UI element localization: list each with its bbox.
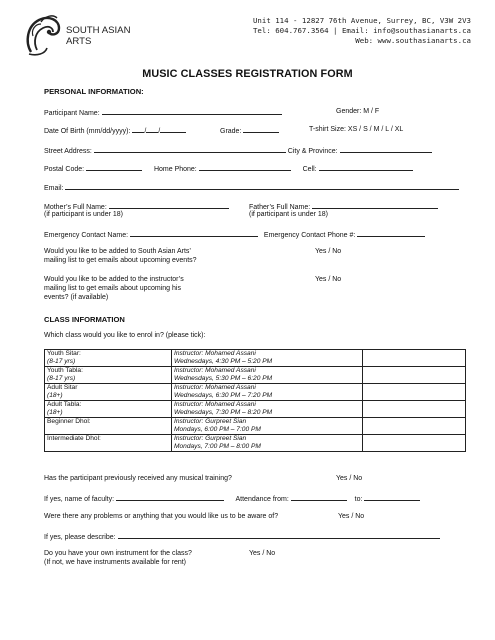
- class-name-cell: [45, 367, 172, 384]
- class-instructor-cell: [172, 384, 363, 401]
- instrument-note: (If not, we have instruments available for rent): [44, 559, 187, 566]
- father-name-field[interactable]: [312, 202, 438, 209]
- home-phone-label: Home Phone:: [153, 166, 197, 173]
- problems-answer[interactable]: Yes / No: [338, 513, 365, 520]
- emergency-name-label: Emergency Contact Name:: [44, 232, 129, 239]
- class-table: [44, 349, 466, 452]
- mailing-q1-answer[interactable]: Yes / No: [315, 248, 342, 255]
- postal-label: Postal Code:: [44, 166, 85, 173]
- table-row: [45, 350, 466, 367]
- table-row: [45, 367, 466, 384]
- class-time: Mondays, 7:00 PM – 8:00 PM: [174, 443, 261, 450]
- postal-field[interactable]: [86, 164, 142, 171]
- email-label: Email:: [44, 185, 64, 192]
- instrument-question: Do you have your own instrument for the class?: [44, 550, 192, 557]
- participant-name-label: Participant Name:: [44, 110, 100, 117]
- class-name: Youth Tabla:: [47, 367, 83, 374]
- class-instructor: Instructor: Mohamed Assani: [174, 367, 256, 374]
- class-tick-cell[interactable]: [363, 435, 466, 452]
- faculty-field[interactable]: [116, 494, 224, 501]
- table-row: [45, 418, 466, 435]
- faculty-row: [44, 494, 420, 504]
- mother-name-field[interactable]: [109, 202, 229, 209]
- table-row: [45, 401, 466, 418]
- mailing-q2-line2: mailing list to get emails about upcoming his: [44, 285, 181, 292]
- class-name: Adult Sitar: [47, 384, 78, 391]
- logo-text-line2: ARTS: [66, 36, 92, 47]
- phones-row: [44, 164, 413, 174]
- emergency-phone-label: Emergency Contact Phone #:: [263, 232, 356, 239]
- cell-field[interactable]: [319, 164, 413, 171]
- class-instructor: Instructor: Gurpreet Sian: [174, 435, 247, 442]
- home-phone-field[interactable]: [199, 164, 291, 171]
- father-label: Father’s Full Name:: [249, 204, 311, 211]
- class-prompt: Which class would you like to enrol in? (please tick):: [44, 332, 206, 339]
- class-age: (18+): [47, 392, 63, 399]
- dob-year-field[interactable]: [160, 126, 186, 133]
- emergency-name-field[interactable]: [130, 230, 258, 237]
- class-time: Wednesdays, 6:30 PM – 7:20 PM: [174, 392, 273, 399]
- form-title: MUSIC CLASSES REGISTRATION FORM: [142, 68, 353, 80]
- class-age: (8-17 yrs): [47, 358, 76, 365]
- describe-field[interactable]: [118, 532, 440, 539]
- class-name-cell: [45, 384, 172, 401]
- attendance-label: Attendance from:: [235, 496, 289, 503]
- emergency-row: [44, 230, 425, 240]
- class-instructor: Instructor: Mohamed Assani: [174, 384, 256, 391]
- gender-option[interactable]: Gender: M / F: [336, 108, 380, 115]
- class-instructor-cell: [172, 401, 363, 418]
- class-time: Wednesdays, 4:30 PM – 5:20 PM: [174, 358, 273, 365]
- section-heading-class: CLASS INFORMATION: [44, 315, 125, 324]
- instrument-answer[interactable]: Yes / No: [249, 550, 276, 557]
- class-name-cell: [45, 435, 172, 452]
- training-question: Has the participant previously received any musical training?: [44, 475, 232, 482]
- grade-label: Grade:: [220, 128, 242, 135]
- faculty-label: If yes, name of faculty:: [44, 496, 115, 503]
- mailing-q1-line1: Would you like to be added to South Asian Arts’: [44, 248, 191, 255]
- attendance-to-label: to:: [354, 496, 363, 503]
- email-field[interactable]: [65, 183, 459, 190]
- table-row: [45, 384, 466, 401]
- dob-label: Date Of Birth (mm/dd/yyyy):: [44, 128, 131, 135]
- class-age: (8-17 yrs): [47, 375, 76, 382]
- tshirt-size-option[interactable]: T-shirt Size: XS / S / M / L / XL: [309, 126, 404, 133]
- class-time: Wednesdays, 5:30 PM – 6:20 PM: [174, 375, 273, 382]
- header-contact: Tel: 604.767.3564 | Email: info@southasianarts.ca: [252, 26, 471, 35]
- class-name-cell: [45, 350, 172, 367]
- section-heading-personal: PERSONAL INFORMATION:: [44, 87, 144, 96]
- problems-question: Were there any problems or anything that you would like us to be aware of?: [44, 513, 279, 520]
- mother-label: Mother’s Full Name:: [44, 204, 107, 211]
- class-instructor: Instructor: Gurpreet Sian: [174, 418, 247, 425]
- mailing-q2-answer[interactable]: Yes / No: [315, 276, 342, 283]
- class-name: Intermediate Dhol:: [47, 435, 101, 442]
- mailing-q1-line2: mailing list to get emails about upcoming events?: [44, 257, 197, 264]
- class-age: (18+): [47, 409, 63, 416]
- table-row: [45, 435, 466, 452]
- class-instructor-cell: [172, 418, 363, 435]
- class-tick-cell[interactable]: [363, 401, 466, 418]
- class-name-cell: [45, 418, 172, 435]
- class-time: Mondays, 6:00 PM – 7:00 PM: [174, 426, 261, 433]
- class-name: Youth Sitar:: [47, 350, 81, 357]
- dob-separator-2: /: [158, 128, 161, 135]
- street-label: Street Address:: [44, 148, 92, 155]
- mailing-q2-line1: Would you like to be added to the instructor’s: [44, 276, 184, 283]
- class-tick-cell[interactable]: [363, 367, 466, 384]
- grade-row: [220, 126, 279, 136]
- class-tick-cell[interactable]: [363, 418, 466, 435]
- describe-row: [44, 532, 440, 542]
- header-web: Web: www.southasianarts.ca: [355, 36, 471, 45]
- header-address: Unit 114 - 12827 76th Avenue, Surrey, BC, V3W 2V3: [252, 16, 471, 25]
- class-name-cell: [45, 401, 172, 418]
- email-row: [44, 183, 459, 193]
- cell-label: Cell:: [302, 166, 317, 173]
- class-tick-cell[interactable]: [363, 384, 466, 401]
- emergency-phone-field[interactable]: [357, 230, 425, 237]
- dob-separator-1: /: [144, 128, 147, 135]
- street-row: [44, 146, 432, 156]
- grade-field[interactable]: [243, 126, 279, 133]
- class-name: Adult Tabla:: [47, 401, 82, 408]
- attendance-to-field[interactable]: [364, 494, 420, 501]
- describe-label: If yes, please describe:: [44, 534, 116, 541]
- class-instructor: Instructor: Mohamed Assani: [174, 401, 256, 408]
- dob-row: [44, 126, 186, 136]
- class-instructor: Instructor: Mohamed Assani: [174, 350, 256, 357]
- training-answer[interactable]: Yes / No: [336, 475, 363, 482]
- mailing-q2-line3: events? (if available): [44, 294, 109, 301]
- organization-logo: [23, 12, 67, 63]
- father-note: (if participant is under 18): [249, 211, 328, 218]
- dob-day-field[interactable]: [146, 126, 161, 135]
- class-instructor-cell: [172, 435, 363, 452]
- attendance-from-field[interactable]: [291, 494, 347, 501]
- class-name: Beginner Dhol:: [47, 418, 91, 425]
- mother-note: (if participant is under 18): [44, 211, 123, 218]
- city-field[interactable]: [340, 146, 432, 153]
- class-time: Wednesdays, 7:30 PM – 8:20 PM: [174, 409, 273, 416]
- participant-name-row: [44, 108, 282, 118]
- city-label: City & Province:: [287, 148, 338, 155]
- class-tick-cell[interactable]: [363, 350, 466, 367]
- class-instructor-cell: [172, 367, 363, 384]
- logo-text-line1: SOUTH ASIAN: [66, 25, 131, 36]
- street-field[interactable]: [94, 146, 286, 153]
- participant-name-field[interactable]: [102, 108, 282, 115]
- peacock-logo-icon: [23, 12, 67, 58]
- class-instructor-cell: [172, 350, 363, 367]
- dob-month-field[interactable]: [132, 126, 147, 135]
